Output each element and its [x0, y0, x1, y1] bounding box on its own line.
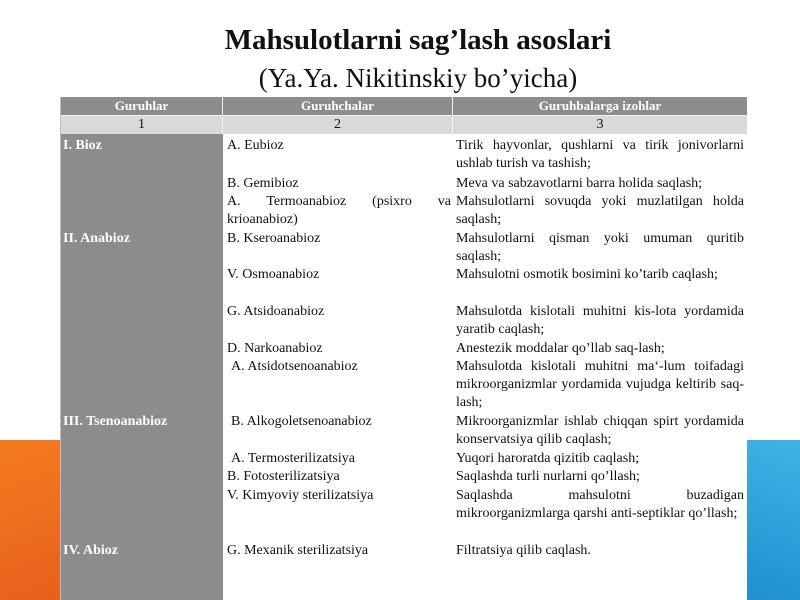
header-descriptions: Guruhbalarga izohlar [538, 98, 662, 113]
subgroup-narkoanabioz: D. Narkoanabioz [227, 341, 323, 356]
description-termosterilizatsiya: Yuqori haroratda qizitib caqlash; [456, 451, 640, 466]
description-atsidotsenoanabioz: Mahsulotda kislotali muhitni ma‘-lum toifadagi mikroorganizmlar yordamida vujudga keltirib saq-lash; [456, 359, 744, 410]
header-subgroups: Guruhchalar [223, 97, 453, 115]
group-bioz: I. Bioz [63, 138, 102, 153]
subgroup-kimyoviy-sterilizatsiya: V. Kimyoviy sterilizatsiya [227, 488, 374, 503]
subgroup-osmoanabioz: V. Osmoanabioz [227, 267, 320, 282]
header-groups: Guruhlar [61, 97, 223, 115]
decorative-orange-shape [0, 440, 60, 600]
group-tsenoanabioz: III. Tsenoanabioz [63, 414, 168, 429]
slide-subtitle: (Ya.Ya. Nikitinskiy bo’yicha) [258, 63, 578, 93]
group-abioz: IV. Abioz [63, 543, 118, 558]
groups-column-background [61, 133, 223, 600]
table-number-row [61, 115, 747, 134]
description-kimyoviy-sterilizatsiya: Saqlashda mahsulotni buzadigan mikroorganizmlarga qarshi anti-septiklar qo’llash; [456, 488, 744, 521]
column-number-2: 2 [223, 116, 453, 134]
subgroup-atsidoanabioz: G. Atsidoanabioz [227, 304, 325, 319]
subgroup-termoanabioz: A. Termoanabioz (psixro va krioanabioz) [227, 194, 451, 227]
column-number-3: 3 [596, 117, 604, 132]
column-number-1: 1 [61, 116, 223, 134]
subgroup-fotosterilizatsiya: B. Fotosterilizatsiya [227, 469, 340, 484]
subgroup-gemibioz: B. Gemibioz [227, 176, 299, 191]
classification-table [60, 97, 747, 600]
slide-title: Mahsulotlarni sag’lash asoslari [224, 24, 612, 56]
description-kseroanabioz: Mahsulotlarni qisman yoki umuman quritib saqlash; [456, 231, 744, 264]
subgroup-termosterilizatsiya: A. Termosterilizatsiya [231, 451, 355, 466]
description-osmoanabioz: Mahsulotni osmotik bosimini ko’tarib caqlash; [456, 267, 718, 282]
description-gemibioz: Meva va sabzavotlarni barra holida saqlash; [456, 176, 703, 191]
description-atsidoanabioz: Mahsulotda kislotali muhitni kis-lota yordamida yaratib caqlash; [456, 304, 744, 337]
subgroup-mexanik-sterilizatsiya: G. Mexanik sterilizatsiya [227, 543, 369, 558]
description-fotosterilizatsiya: Saqlashda turli nurlarni qo’llash; [456, 469, 640, 484]
group-anabioz: II. Anabioz [63, 231, 130, 246]
subgroup-eubioz: A. Eubioz [227, 138, 284, 153]
subgroup-atsidotsenoanabioz: A. Atsidotsenoanabioz [231, 359, 358, 374]
decorative-blue-shape [746, 440, 800, 600]
subgroup-kseroanabioz: B. Kseroanabioz [227, 231, 321, 246]
description-alkogoletsenoanabioz: Mikroorganizmlar ishlab chiqqan spirt yordamida konservatsiya qilib caqlash; [456, 414, 744, 447]
table-header-row [61, 97, 747, 115]
description-eubioz: Tirik hayvonlar, qushlarni va tirik jonivorlarni ushlab turish va tashish; [456, 138, 744, 171]
description-mexanik-sterilizatsiya: Filtratsiya qilib caqlash. [456, 543, 591, 558]
description-termoanabioz: Mahsulotlarni sovuqda yoki muzlatilgan holda saqlash; [456, 194, 744, 227]
subgroup-alkogoletsenoanabioz: B. Alkogoletsenoanabioz [231, 414, 372, 429]
description-narkoanabioz: Anestezik moddalar qo’llab saq-lash; [456, 341, 665, 356]
